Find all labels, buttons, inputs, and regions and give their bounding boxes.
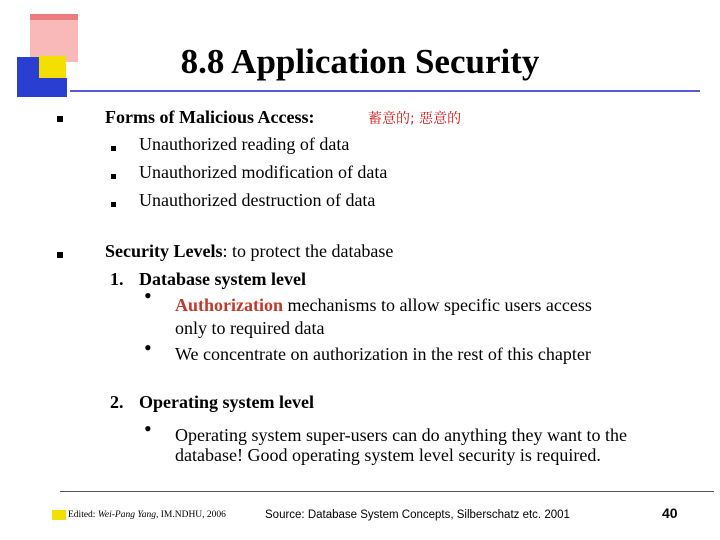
level2-number: 2. <box>110 392 124 412</box>
footer-source: Source: Database System Concepts, Silberschatz etc. 2001 <box>265 509 570 521</box>
bullet-dot-icon: • <box>144 335 152 360</box>
levels-heading-bold: Security Levels <box>105 241 223 261</box>
footer-edited <box>68 510 226 520</box>
level1-number: 1. <box>110 269 124 289</box>
title-underline <box>70 90 700 92</box>
forms-heading: Forms of Malicious Access: <box>105 107 315 127</box>
levels-heading <box>105 240 393 262</box>
slide-title: 8.8 Application Security <box>180 42 540 81</box>
bullet-dot-icon: • <box>144 416 152 441</box>
page-number: 40 <box>662 505 678 521</box>
bullet-square-icon <box>57 252 63 258</box>
level1-bullet1 <box>175 294 592 316</box>
forms-note-chinese: 蓄意的; 惡意的 <box>368 111 462 127</box>
sub-bullet-square-icon <box>111 202 116 207</box>
levels-heading-rest: : to protect the database <box>222 241 394 261</box>
level2-bullet1-line1: Operating system super-users can do anything they want to the <box>175 425 628 445</box>
forms-item-3: Unauthorized destruction of data <box>139 190 376 210</box>
level2-label: Operating system level <box>139 392 314 412</box>
level2-bullet1-line2: database! Good operating system level security is required. <box>175 445 601 465</box>
forms-item-2: Unauthorized modification of data <box>139 162 388 182</box>
forms-item-1: Unauthorized reading of data <box>139 134 350 154</box>
footer-editor-name: Wei-Pang Yang <box>97 510 156 520</box>
decor-red-bar <box>30 14 78 20</box>
sub-bullet-square-icon <box>111 146 116 151</box>
level1-label: Database system level <box>139 269 306 289</box>
level1-bullet1-cont: only to required data <box>175 318 325 338</box>
footer-divider <box>60 491 714 492</box>
level1-bullet2: We concentrate on authorization in the rest of this chapter <box>175 344 591 364</box>
sub-bullet-square-icon <box>111 174 116 179</box>
bullet-square-icon <box>57 116 63 122</box>
bullet-dot-icon: • <box>144 283 152 308</box>
level1-bullet1-rest: mechanisms to allow specific users access <box>283 295 592 315</box>
footer-edited-suffix: , IM.NDHU, 2006 <box>155 510 226 520</box>
authorization-keyword: Authorization <box>175 295 283 315</box>
footer-edited-prefix: Edited: <box>68 510 98 520</box>
footer-yellow-mark <box>52 510 66 520</box>
